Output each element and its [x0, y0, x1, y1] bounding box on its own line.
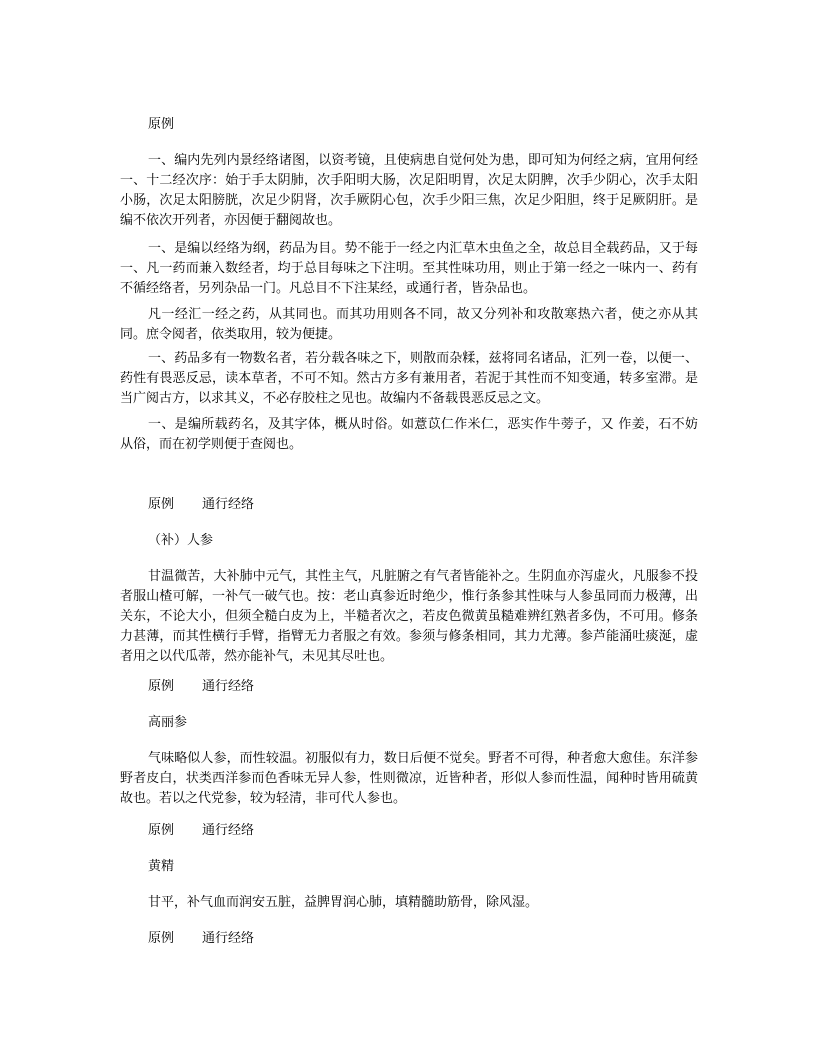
paragraph-4: 一、药品多有一物数名者，若分载各味之下，则散而杂糅，兹将同名诸品，汇列一卷，以便一、药性有畏恶反忌，读本草者，不可不知。然古方多有兼用者，若泥于其性而不知变通，转多室滞。是当广阅古方，以求其义，不必存胶柱之见也。故编内不备载畏恶反忌之文。 [120, 351, 698, 406]
paragraph-3: 凡一经汇一经之药，从其同也。而其功用则各不同，故又分列补和攻散寒热六者，使之亦从其同。庶令阅者，依类取用，较为便捷。 [120, 307, 698, 342]
breadcrumb-part: 通行经络 [202, 497, 255, 512]
entry-body: 甘温微苦，大补肺中元气，其性主气，凡脏腑之有气者皆能补之。生阴血亦泻虚火，凡服参不投者服山楂可解，一补气一破气也。按：老山真参近时绝少，惟行条参其性味与人参虽同而力极薄，出关东，不论大小，但须全糙白皮为上，半糙者次之，若皮色微黄虽糙难辨红熟者多伪，不可用。修条力甚薄，而其性横行手臂，指臂无力者服之有效。参须与修条相同，其力尤薄。参芦能涌吐痰涎，虚者用之以代瓜蒂，然亦能补气，未见其尽吐也。 [120, 569, 698, 664]
paragraph-2: 一、是编以经络为纲，药品为目。势不能于一经之内汇草木虫鱼之全，故总目全载药品，又于每一、凡一药而兼入数经者，均于总目每味之下注明。至其性味功用，则止于第一经之一味内一、药有不循经络者，另列杂品一门。凡总目不下注某经，或通行者，皆杂品也。 [120, 241, 698, 296]
breadcrumb [148, 677, 254, 697]
breadcrumb [148, 495, 254, 515]
entry-title: （补）人参 [148, 533, 214, 548]
section-heading: 原例 [148, 117, 175, 132]
paragraph-1: 一、编内先列内景经络诸图，以资考镜，且使病患自觉何处为患，即可知为何经之病，宜用何经一、十二经次序：始于手太阴肺，次手阳明大肠，次足阳明胃，次足太阴脾，次手少阴心，次手太阳小肠，次足太阳膀胱，次足少阴肾，次手厥阴心包，次手少阳三焦，次足少阳胆，终于足厥阴肝。是编不依次开列者，亦因便于翻阅故也。 [120, 153, 698, 228]
breadcrumb-part: 原例 [148, 497, 175, 512]
breadcrumb-part: 原例 [148, 823, 175, 838]
breadcrumb [148, 821, 254, 841]
breadcrumb-part: 原例 [148, 931, 175, 946]
entry-body: 气味略似人参，而性较温。初服似有力，数日后便不觉矣。野者不可得，种者愈大愈佳。东洋参 野者皮白，状类西洋参而色香味无异人参，性则微凉，近皆种者，形似人参而性温，闻种时皆用硫黄故也。若以之代党参，较为轻清，非可代人参也。 [120, 751, 698, 806]
paragraph-5: 一、是编所载药名，及其字体，概从时俗。如薏苡仁作米仁，恶实作牛蒡子，又 作姜，石不妨从俗，而在初学则便于查阅也。 [120, 417, 698, 452]
breadcrumb-part: 原例 [148, 679, 175, 694]
entry-title: 黄精 [148, 859, 175, 874]
entry-title: 高丽参 [148, 715, 188, 730]
breadcrumb-part: 通行经络 [202, 931, 255, 946]
entry-body: 甘平，补气血而润安五脏，益脾胃润心肺，填精髓助筋骨，除风湿。 [148, 895, 539, 910]
breadcrumb-part: 通行经络 [202, 679, 255, 694]
breadcrumb [148, 929, 254, 949]
breadcrumb-part: 通行经络 [202, 823, 255, 838]
